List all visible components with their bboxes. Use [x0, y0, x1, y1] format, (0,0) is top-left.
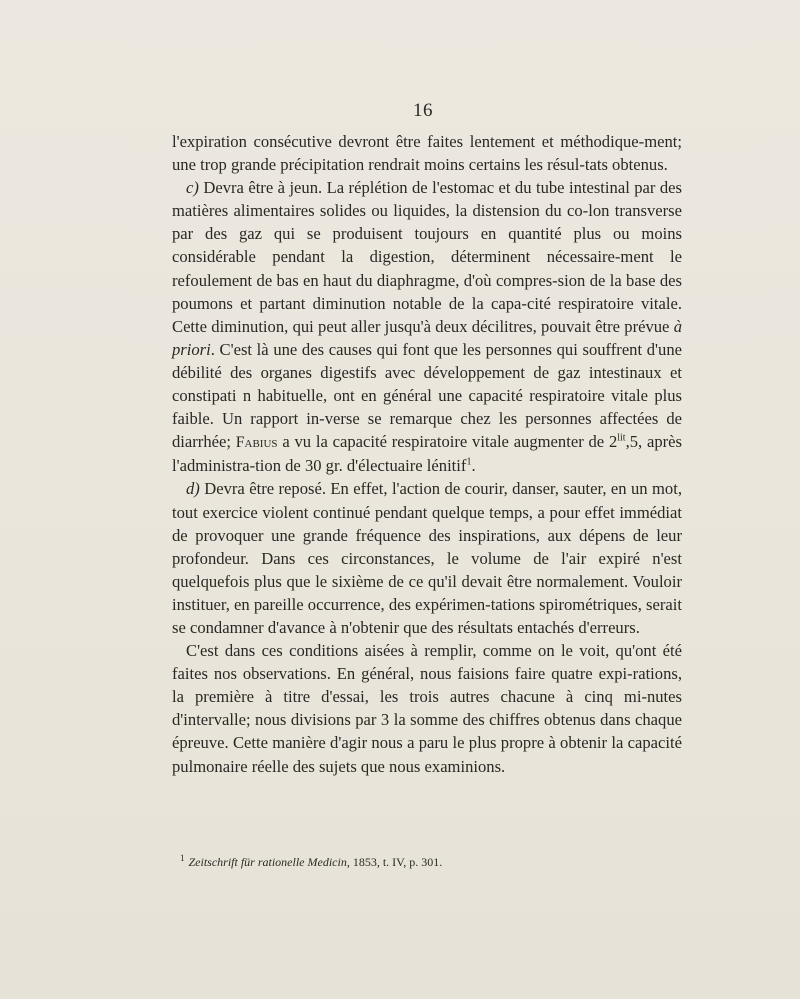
page-number: 16 [413, 100, 433, 121]
footnote-source: Zeitschrift für rationelle Medicin, [188, 855, 350, 869]
text-segment: Devra être à jeun. La réplétion de l'estomac et du tube intestinal par des matières alimentaires solides ou liquides, la distension du co-lon transverse par des gaz qui se produisent toujours en quantité plus ou moins considérable pendant la digestion, déterminent nécessaire-ment le refoulement de bas en haut du diaphragme, d'où compres-sion de la base des poumons et partant diminution notable de la capa-cité respiratoire vitale. Cette diminution, qui peut aller jusqu'à deux décilitres, pouvait être prévue [172, 178, 682, 336]
superscript-lit: lit [617, 432, 626, 444]
footnote-details: 1853, t. IV, p. 301. [349, 855, 443, 869]
text-segment: . C'est là une des causes qui font que les personnes qui souffrent d'une débilité des organes digestifs avec développement de gaz intestinaux et constipati n habituelle, ont en général une capacité respiratoire vitale plus faible. Un rapport in-verse se remarque chez les personnes affectées de diarrhée; [172, 339, 682, 452]
paragraph-c-jeun [172, 176, 682, 477]
text-segment: ,5, après l'administra-tion de 30 gr. d'électuaire lénitif [172, 432, 682, 476]
footnote [180, 850, 700, 870]
paragraph-conditions: C'est dans ces conditions aisées à remplir, comme on le voit, qu'ont été faites nos observations. En général, nous faisions faire quatre expi-rations, la première à titre d'essai, les trois autres chacune à cinq mi-nutes d'intervalle; nous divisions par 3 la somme des chiffres obtenus dans chaque épreuve. Cette manière d'agir nous a paru le plus propre à obtenir la capacité pulmonaire réelle des sujets que nous examinions. [172, 641, 682, 776]
paragraph-expiration: l'expiration consécutive devront être faites lentement et méthodique-ment; une trop grande précipitation rendrait moins certains les résul-tats obtenus. [172, 132, 682, 175]
footnote-reference: 1 [466, 456, 472, 468]
author-fabius: Fabius [235, 434, 278, 452]
text-segment: . [471, 456, 476, 476]
paragraph-d-repose [172, 477, 682, 639]
body-text [172, 130, 682, 778]
text-segment: Devra être reposé. En effet, l'action de courir, danser, sauter, en un mot, tout exercice violent continué pendant quelque temps, a pour effet immédiat de provoquer une grande fréquence des inspirations, aux dépens de leur profondeur. Dans ces circonstances, le volume de l'air expiré n'est quelquefois plus que le sixième de ce qu'il devait être normalement. Vouloir instituer, en pareille occurrence, des expérimen-tations spirométriques, serait se condamner d'avance à n'obtenir que des résultats entachés d'erreurs. [172, 479, 682, 637]
item-label-d: d) [186, 479, 200, 499]
text-segment: a vu la capacité respiratoire vitale augmenter de 2 [277, 432, 618, 452]
italic-a-priori: à priori [172, 316, 682, 359]
item-label-c: c) [186, 178, 199, 198]
footnote-mark: 1 [180, 853, 185, 863]
